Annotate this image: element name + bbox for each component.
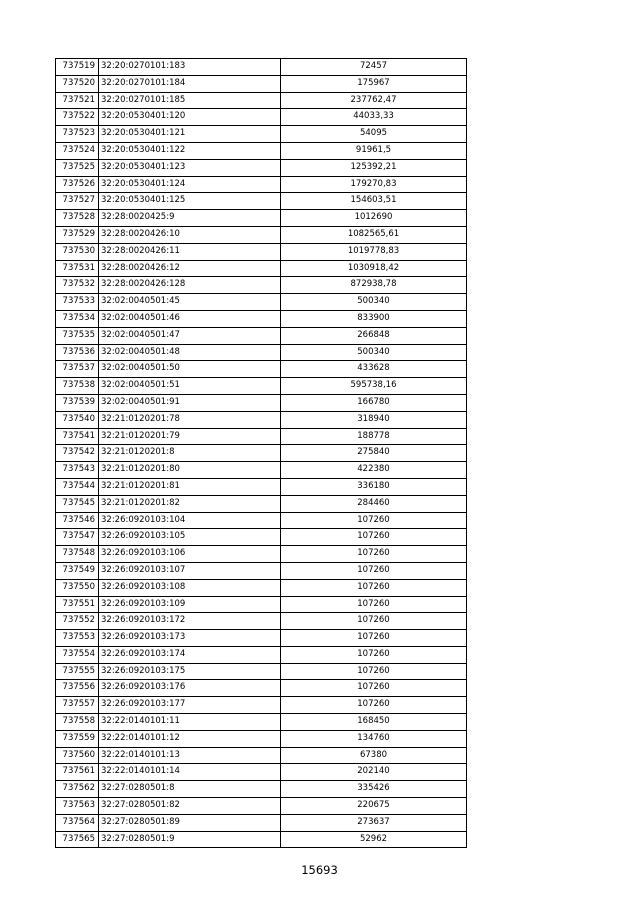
cadastral-number-cell: 32:20:0530401:123: [99, 159, 281, 176]
table-row: [56, 646, 467, 663]
row-id-cell: 737542: [56, 445, 99, 462]
cadastral-number-cell: 32:02:0040501:46: [99, 310, 281, 327]
cadastral-number-cell: 32:20:0270101:183: [99, 59, 281, 76]
table-row: [56, 562, 467, 579]
table-row: [56, 92, 467, 109]
row-id-cell: 737538: [56, 378, 99, 395]
table-row: [56, 546, 467, 563]
cadastral-number-cell: 32:26:0920103:106: [99, 546, 281, 563]
table-row: [56, 529, 467, 546]
row-id-cell: 737550: [56, 579, 99, 596]
cadastral-number-cell: 32:02:0040501:91: [99, 394, 281, 411]
cadastral-value-cell: 107260: [281, 546, 467, 563]
row-id-cell: 737521: [56, 92, 99, 109]
cadastral-value-cell: 107260: [281, 512, 467, 529]
cadastral-value-cell: 284460: [281, 495, 467, 512]
cadastral-value-cell: 54095: [281, 126, 467, 143]
cadastral-number-cell: 32:02:0040501:47: [99, 327, 281, 344]
cadastral-value-cell: 175967: [281, 75, 467, 92]
cadastral-number-cell: 32:20:0530401:121: [99, 126, 281, 143]
table-row: [56, 579, 467, 596]
table-row: [56, 394, 467, 411]
cadastral-value-cell: 1012690: [281, 210, 467, 227]
cadastral-number-cell: 32:21:0120201:8: [99, 445, 281, 462]
cadastral-value-cell: 134760: [281, 730, 467, 747]
cadastral-value-cell: 500340: [281, 294, 467, 311]
cadastral-number-cell: 32:02:0040501:51: [99, 378, 281, 395]
table-row: [56, 747, 467, 764]
cadastral-value-cell: 107260: [281, 680, 467, 697]
table-row: [56, 680, 467, 697]
cadastral-value-cell: 125392,21: [281, 159, 467, 176]
row-id-cell: 737564: [56, 814, 99, 831]
cadastral-number-cell: 32:21:0120201:78: [99, 411, 281, 428]
cadastral-value-cell: 433628: [281, 361, 467, 378]
cadastral-value-cell: 166780: [281, 394, 467, 411]
cadastral-number-cell: 32:26:0920103:108: [99, 579, 281, 596]
cadastral-value-cell: 107260: [281, 613, 467, 630]
cadastral-value-cell: 237762,47: [281, 92, 467, 109]
cadastral-number-cell: 32:26:0920103:177: [99, 697, 281, 714]
row-id-cell: 737557: [56, 697, 99, 714]
cadastral-value-cell: 595738,16: [281, 378, 467, 395]
table-row: [56, 310, 467, 327]
cadastral-number-cell: 32:20:0270101:185: [99, 92, 281, 109]
cadastral-value-cell: 107260: [281, 562, 467, 579]
cadastral-value-cell: 266848: [281, 327, 467, 344]
row-id-cell: 737551: [56, 596, 99, 613]
cadastral-value-cell: 275840: [281, 445, 467, 462]
row-id-cell: 737541: [56, 428, 99, 445]
table-row: [56, 210, 467, 227]
table-row: [56, 495, 467, 512]
row-id-cell: 737562: [56, 781, 99, 798]
cadastral-value-cell: 107260: [281, 579, 467, 596]
table-row: [56, 294, 467, 311]
row-id-cell: 737519: [56, 59, 99, 76]
table-row: [56, 596, 467, 613]
cadastral-value-cell: 273637: [281, 814, 467, 831]
row-id-cell: 737558: [56, 714, 99, 731]
cadastral-number-cell: 32:26:0920103:172: [99, 613, 281, 630]
cadastral-number-cell: 32:27:0280501:89: [99, 814, 281, 831]
table-row: [56, 142, 467, 159]
cadastral-number-cell: 32:26:0920103:109: [99, 596, 281, 613]
cadastral-value-cell: 179270,83: [281, 176, 467, 193]
cadastral-value-cell: 500340: [281, 344, 467, 361]
row-id-cell: 737535: [56, 327, 99, 344]
cadastral-number-cell: 32:20:0530401:124: [99, 176, 281, 193]
table-row: [56, 798, 467, 815]
cadastral-number-cell: 32:27:0280501:82: [99, 798, 281, 815]
cadastral-value-cell: 107260: [281, 697, 467, 714]
table-row: [56, 428, 467, 445]
row-id-cell: 737553: [56, 630, 99, 647]
cadastral-value-cell: 1030918,42: [281, 260, 467, 277]
table-row: [56, 378, 467, 395]
cadastral-number-cell: 32:02:0040501:50: [99, 361, 281, 378]
row-id-cell: 737554: [56, 646, 99, 663]
cadastral-number-cell: 32:20:0530401:125: [99, 193, 281, 210]
row-id-cell: 737552: [56, 613, 99, 630]
cadastral-value-cell: 1019778,83: [281, 243, 467, 260]
table-row: [56, 714, 467, 731]
row-id-cell: 737532: [56, 277, 99, 294]
row-id-cell: 737526: [56, 176, 99, 193]
row-id-cell: 737548: [56, 546, 99, 563]
cadastral-number-cell: 32:02:0040501:45: [99, 294, 281, 311]
row-id-cell: 737546: [56, 512, 99, 529]
row-id-cell: 737530: [56, 243, 99, 260]
table-row: [56, 277, 467, 294]
table-row: [56, 159, 467, 176]
cadastral-number-cell: 32:28:0020426:12: [99, 260, 281, 277]
cadastral-value-cell: 168450: [281, 714, 467, 731]
cadastral-value-cell: 107260: [281, 663, 467, 680]
row-id-cell: 737533: [56, 294, 99, 311]
table-row: [56, 764, 467, 781]
table-row: [56, 781, 467, 798]
row-id-cell: 737560: [56, 747, 99, 764]
row-id-cell: 737555: [56, 663, 99, 680]
row-id-cell: 737537: [56, 361, 99, 378]
cadastral-value-cell: 833900: [281, 310, 467, 327]
table-row: [56, 411, 467, 428]
row-id-cell: 737561: [56, 764, 99, 781]
table-row: [56, 260, 467, 277]
cadastral-value-cell: 107260: [281, 646, 467, 663]
table-row: [56, 75, 467, 92]
table-row: [56, 462, 467, 479]
table-row: [56, 814, 467, 831]
row-id-cell: 737520: [56, 75, 99, 92]
cadastral-number-cell: 32:22:0140101:12: [99, 730, 281, 747]
cadastral-value-cell: 67380: [281, 747, 467, 764]
cadastral-value-cell: 336180: [281, 478, 467, 495]
table-body: [56, 59, 467, 848]
table-row: [56, 613, 467, 630]
cadastral-value-cell: 422380: [281, 462, 467, 479]
table-row: [56, 59, 467, 76]
cadastral-number-cell: 32:26:0920103:175: [99, 663, 281, 680]
cadastral-number-cell: 32:22:0140101:13: [99, 747, 281, 764]
cadastral-value-cell: 335426: [281, 781, 467, 798]
cadastral-value-cell: 220675: [281, 798, 467, 815]
row-id-cell: 737528: [56, 210, 99, 227]
cadastral-value-cell: 188778: [281, 428, 467, 445]
row-id-cell: 737524: [56, 142, 99, 159]
row-id-cell: 737539: [56, 394, 99, 411]
cadastral-number-cell: 32:28:0020426:10: [99, 226, 281, 243]
table-row: [56, 226, 467, 243]
row-id-cell: 737556: [56, 680, 99, 697]
cadastral-number-cell: 32:26:0920103:176: [99, 680, 281, 697]
cadastral-value-cell: 202140: [281, 764, 467, 781]
cadastral-number-cell: 32:21:0120201:81: [99, 478, 281, 495]
row-id-cell: 737523: [56, 126, 99, 143]
table-row: [56, 243, 467, 260]
table-row: [56, 630, 467, 647]
table-row: [56, 445, 467, 462]
cadastral-number-cell: 32:21:0120201:79: [99, 428, 281, 445]
row-id-cell: 737545: [56, 495, 99, 512]
row-id-cell: 737544: [56, 478, 99, 495]
row-id-cell: 737563: [56, 798, 99, 815]
row-id-cell: 737522: [56, 109, 99, 126]
row-id-cell: 737536: [56, 344, 99, 361]
page-number: 15693: [301, 863, 338, 877]
cadastral-number-cell: 32:27:0280501:9: [99, 831, 281, 848]
cadastral-number-cell: 32:26:0920103:104: [99, 512, 281, 529]
table-row: [56, 697, 467, 714]
row-id-cell: 737527: [56, 193, 99, 210]
row-id-cell: 737531: [56, 260, 99, 277]
table-row: [56, 478, 467, 495]
cadastral-value-cell: 154603,51: [281, 193, 467, 210]
table-row: [56, 126, 467, 143]
row-id-cell: 737525: [56, 159, 99, 176]
table-row: [56, 193, 467, 210]
cadastral-number-cell: 32:20:0530401:120: [99, 109, 281, 126]
table-row: [56, 176, 467, 193]
cadastral-number-cell: 32:26:0920103:173: [99, 630, 281, 647]
table-row: [56, 327, 467, 344]
cadastral-number-cell: 32:21:0120201:82: [99, 495, 281, 512]
cadastral-value-cell: 107260: [281, 529, 467, 546]
cadastral-value-cell: 872938,78: [281, 277, 467, 294]
row-id-cell: 737543: [56, 462, 99, 479]
table-row: [56, 344, 467, 361]
cadastral-number-cell: 32:22:0140101:14: [99, 764, 281, 781]
cadastral-number-cell: 32:20:0530401:122: [99, 142, 281, 159]
cadastral-number-cell: 32:27:0280501:8: [99, 781, 281, 798]
row-id-cell: 737547: [56, 529, 99, 546]
cadastral-number-cell: 32:20:0270101:184: [99, 75, 281, 92]
table-row: [56, 831, 467, 848]
cadastral-number-cell: 32:22:0140101:11: [99, 714, 281, 731]
row-id-cell: 737549: [56, 562, 99, 579]
row-id-cell: 737529: [56, 226, 99, 243]
cadastral-number-cell: 32:26:0920103:107: [99, 562, 281, 579]
cadastral-value-cell: 52962: [281, 831, 467, 848]
cadastral-number-cell: 32:28:0020426:128: [99, 277, 281, 294]
cadastral-number-cell: 32:28:0020426:11: [99, 243, 281, 260]
row-id-cell: 737559: [56, 730, 99, 747]
row-id-cell: 737534: [56, 310, 99, 327]
cadastral-value-table: [55, 58, 467, 848]
cadastral-number-cell: 32:02:0040501:48: [99, 344, 281, 361]
row-id-cell: 737540: [56, 411, 99, 428]
table-row: [56, 109, 467, 126]
cadastral-number-cell: 32:26:0920103:105: [99, 529, 281, 546]
cadastral-value-cell: 107260: [281, 630, 467, 647]
row-id-cell: 737565: [56, 831, 99, 848]
cadastral-value-cell: 44033,33: [281, 109, 467, 126]
cadastral-number-cell: 32:21:0120201:80: [99, 462, 281, 479]
cadastral-value-cell: 72457: [281, 59, 467, 76]
table-row: [56, 361, 467, 378]
table-row: [56, 512, 467, 529]
cadastral-value-cell: 91961,5: [281, 142, 467, 159]
cadastral-value-cell: 107260: [281, 596, 467, 613]
cadastral-number-cell: 32:28:0020425:9: [99, 210, 281, 227]
table-row: [56, 663, 467, 680]
table-row: [56, 730, 467, 747]
cadastral-value-cell: 1082565,61: [281, 226, 467, 243]
cadastral-value-cell: 318940: [281, 411, 467, 428]
cadastral-number-cell: 32:26:0920103:174: [99, 646, 281, 663]
